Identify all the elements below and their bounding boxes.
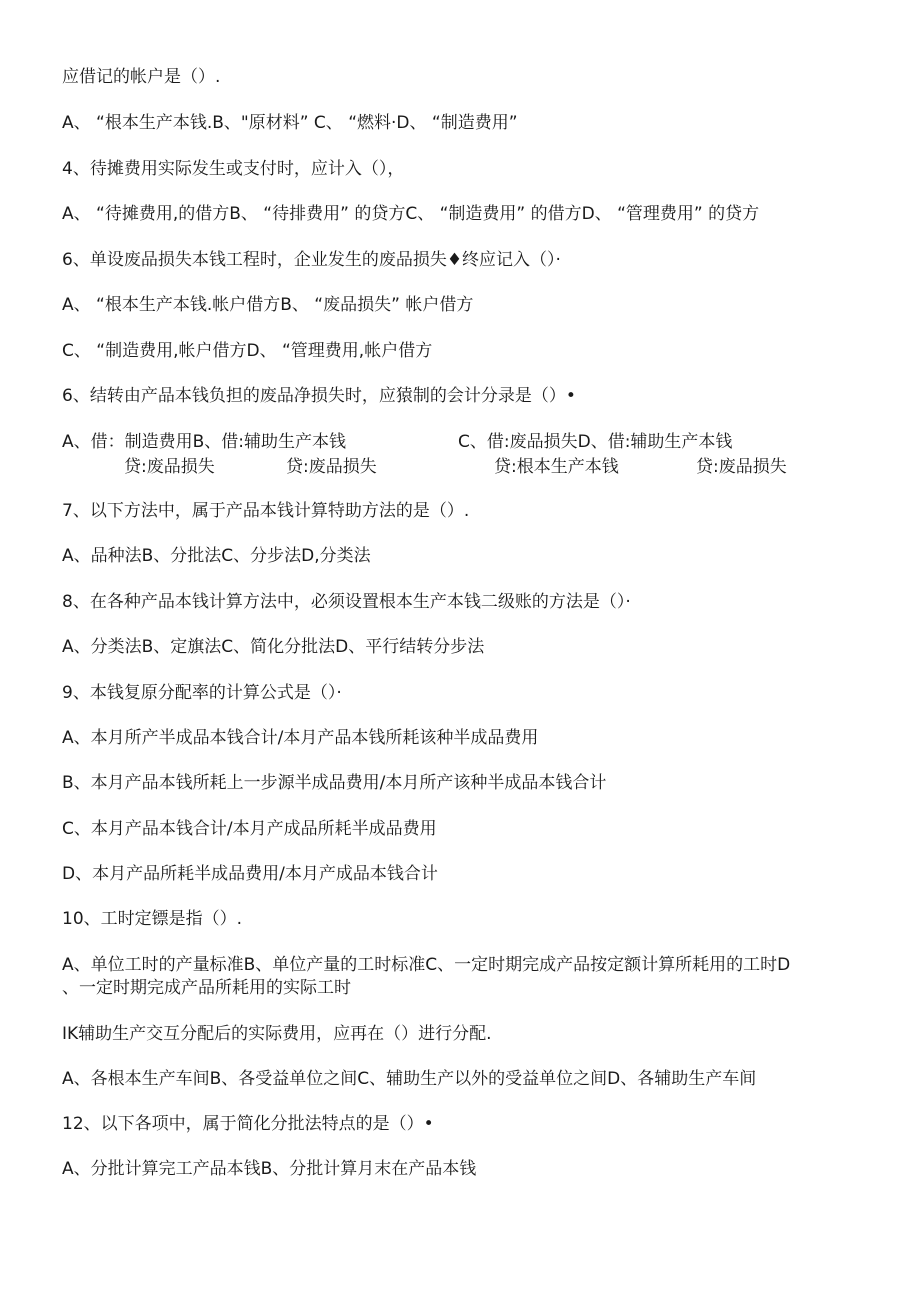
question-10-stem: 10、工时定镖是指（）. bbox=[62, 909, 243, 929]
question-6-option-cd-debit: C、借:废品损失D、借:辅助生产本钱 bbox=[458, 432, 733, 452]
question-6-option-c-credit: 贷:根本生产本钱 bbox=[494, 457, 619, 477]
question-7-stem: 7、以下方法中，属于产品本钱计算特助方法的是（）. bbox=[62, 501, 470, 521]
question-12-options: A、分批计算完工产品本钱B、分批计算月末在产品本钱 bbox=[62, 1159, 477, 1179]
question-6-stem: 6、结转由产品本钱负担的废品净损失时，应猿制的会计分录是（）• bbox=[62, 386, 576, 406]
question-7-options: A、品种法B、分批法C、分步法D,分类法 bbox=[62, 546, 371, 566]
question-9-option-d: D、本月产品所耗半成品费用/本月产成品本钱合计 bbox=[62, 864, 438, 884]
question-5-options-cd: C、 “制造费用,帐户借方D、 “管理费用,帐户借方 bbox=[62, 341, 433, 361]
question-9-option-c: C、本月产品本钱合计/本月产成品所耗半成品费用 bbox=[62, 819, 437, 839]
question-11-options: A、各根本生产车间B、各受益单位之间C、辅助生产以外的受益单位之间D、各辅助生产车间 bbox=[62, 1069, 757, 1089]
question-8-options: A、分类法B、定旗法C、简化分批法D、平行结转分步法 bbox=[62, 637, 485, 657]
question-12-stem: 12、以下各项中，属于简化分批法特点的是（）• bbox=[62, 1114, 434, 1134]
question-6-option-b-credit: 贷:废品损失 bbox=[286, 457, 377, 477]
question-3-options: A、 “根本生产本钱.B、"原材料” C、 “燃料·D、 “制造费用” bbox=[62, 113, 518, 133]
question-11-stem: IK辅助生产交互分配后的实际费用，应再在（）进行分配. bbox=[62, 1024, 492, 1044]
question-6-option-ab-debit: A、借：制造费用B、借:辅助生产本钱 bbox=[62, 432, 347, 452]
question-5-stem: 6、单设废品损失本钱工程时，企业发生的废品损失♦终应记入（）· bbox=[62, 250, 561, 270]
question-9-option-b: B、本月产品本钱所耗上一步源半成品费用/本月所产该种半成品本钱合计 bbox=[62, 773, 607, 793]
question-10-options-line1: A、单位工时的产量标准B、单位产量的工时标准C、一定时期完成产品按定额计算所耗用的工时D bbox=[62, 955, 791, 975]
question-9-stem: 9、本钱复原分配率的计算公式是（）· bbox=[62, 683, 342, 703]
question-5-options-ab: A、 “根本生产本钱.帐户借方B、 “废品损失” 帐户借方 bbox=[62, 295, 474, 315]
question-10-options-line2: 、一定时期完成产品所耗用的实际工时 bbox=[62, 978, 351, 998]
question-3-stem: 应借记的帐户是（）. bbox=[62, 67, 221, 87]
question-4-stem: 4、待摊费用实际发生或支付时，应计入（）， bbox=[62, 159, 405, 179]
question-4-options: A、 “待摊费用,的借方B、 “待排费用” 的贷方C、 “制造费用” 的借方D、 “管理费用” 的贷方 bbox=[62, 204, 760, 224]
question-8-stem: 8、在各种产品本钱计算方法中，必须设置根本生产本钱二级账的方法是（）· bbox=[62, 592, 631, 612]
question-6-option-d-credit: 贷:废品损失 bbox=[696, 457, 787, 477]
question-6-option-a-credit: 贷:废品损失 bbox=[124, 457, 215, 477]
question-9-option-a: A、本月所产半成品本钱合计/本月产品本钱所耗该种半成品费用 bbox=[62, 728, 539, 748]
